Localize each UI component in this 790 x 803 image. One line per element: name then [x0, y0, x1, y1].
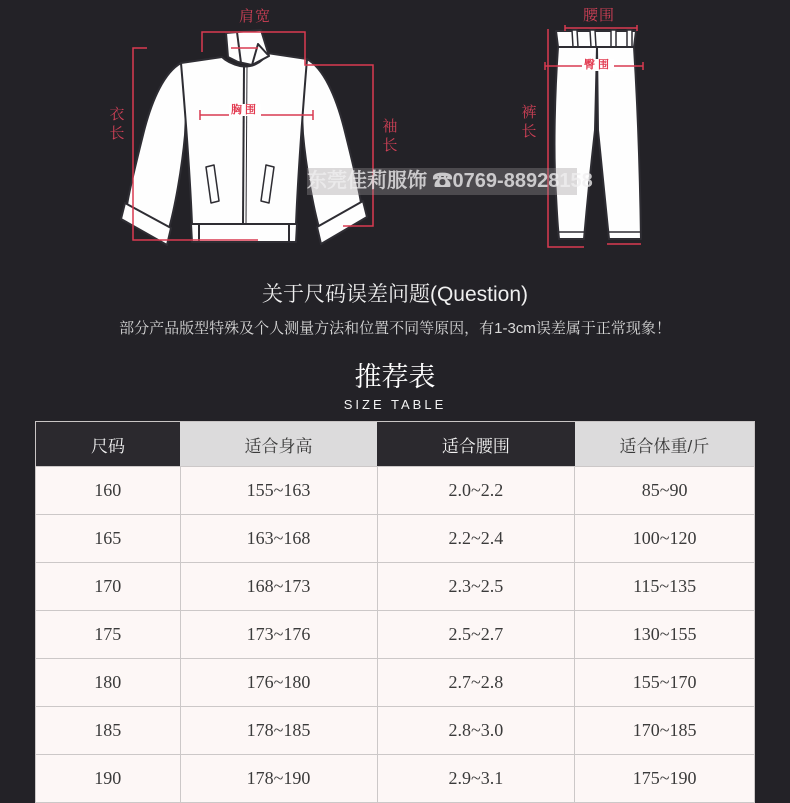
table-cell: 2.2~2.4	[377, 515, 575, 563]
question-title: 关于尺码误差问题(Question)	[261, 283, 529, 306]
size-table-subtitle: SIZE TABLE	[343, 397, 447, 412]
table-header-row	[36, 422, 755, 467]
table-cell: 2.3~2.5	[377, 563, 575, 611]
header-waist: 适合腰围	[377, 422, 575, 467]
size-table-title: 推荐表	[354, 362, 436, 392]
size-table	[35, 421, 755, 803]
table-cell: 2.9~3.1	[377, 755, 575, 803]
table-cell: 180	[36, 659, 181, 707]
size-table-body	[36, 467, 755, 803]
table-row	[36, 707, 755, 755]
jacket-drawing	[121, 30, 367, 245]
pants-length-label: 裤长	[519, 104, 537, 142]
table-cell: 185	[36, 707, 181, 755]
table-cell: 175~190	[575, 755, 755, 803]
table-cell: 85~90	[575, 467, 755, 515]
header-height: 适合身高	[180, 422, 377, 467]
table-cell: 155~170	[575, 659, 755, 707]
jacket-chest-label: 胸围	[231, 104, 259, 116]
jacket-shoulder-label: 肩宽	[239, 8, 272, 25]
table-cell: 2.0~2.2	[377, 467, 575, 515]
table-row	[36, 563, 755, 611]
jacket-length-label: 衣长	[107, 106, 125, 144]
table-cell: 178~190	[180, 755, 377, 803]
table-cell: 160	[36, 467, 181, 515]
header-weight: 适合体重/斤	[575, 422, 755, 467]
table-cell: 130~155	[575, 611, 755, 659]
table-cell: 165	[36, 515, 181, 563]
measurement-diagram	[0, 0, 790, 262]
table-row	[36, 659, 755, 707]
pants-waist-label: 腰围	[583, 7, 616, 24]
header-size: 尺码	[36, 422, 181, 467]
table-cell: 2.8~3.0	[377, 707, 575, 755]
table-cell: 190	[36, 755, 181, 803]
table-row	[36, 467, 755, 515]
table-row	[36, 611, 755, 659]
store-watermark: 东莞佳莉服饰 ☎0769-88928158	[307, 168, 577, 195]
jacket-sleeve-label: 袖长	[380, 118, 398, 156]
table-cell: 2.5~2.7	[377, 611, 575, 659]
table-cell: 175	[36, 611, 181, 659]
pants-hip-label: 臀围	[584, 59, 612, 71]
table-cell: 168~173	[180, 563, 377, 611]
table-cell: 178~185	[180, 707, 377, 755]
size-question-section	[0, 278, 790, 338]
table-cell: 115~135	[575, 563, 755, 611]
table-cell: 100~120	[575, 515, 755, 563]
table-cell: 163~168	[180, 515, 377, 563]
table-cell: 176~180	[180, 659, 377, 707]
table-row	[36, 515, 755, 563]
table-row	[36, 755, 755, 803]
table-cell: 155~163	[180, 467, 377, 515]
table-cell: 173~176	[180, 611, 377, 659]
table-cell: 170	[36, 563, 181, 611]
table-cell: 170~185	[575, 707, 755, 755]
table-cell: 2.7~2.8	[377, 659, 575, 707]
question-note: 部分产品版型特殊及个人测量方法和位置不同等原因，有1-3cm误差属于正常现象！	[119, 320, 671, 337]
